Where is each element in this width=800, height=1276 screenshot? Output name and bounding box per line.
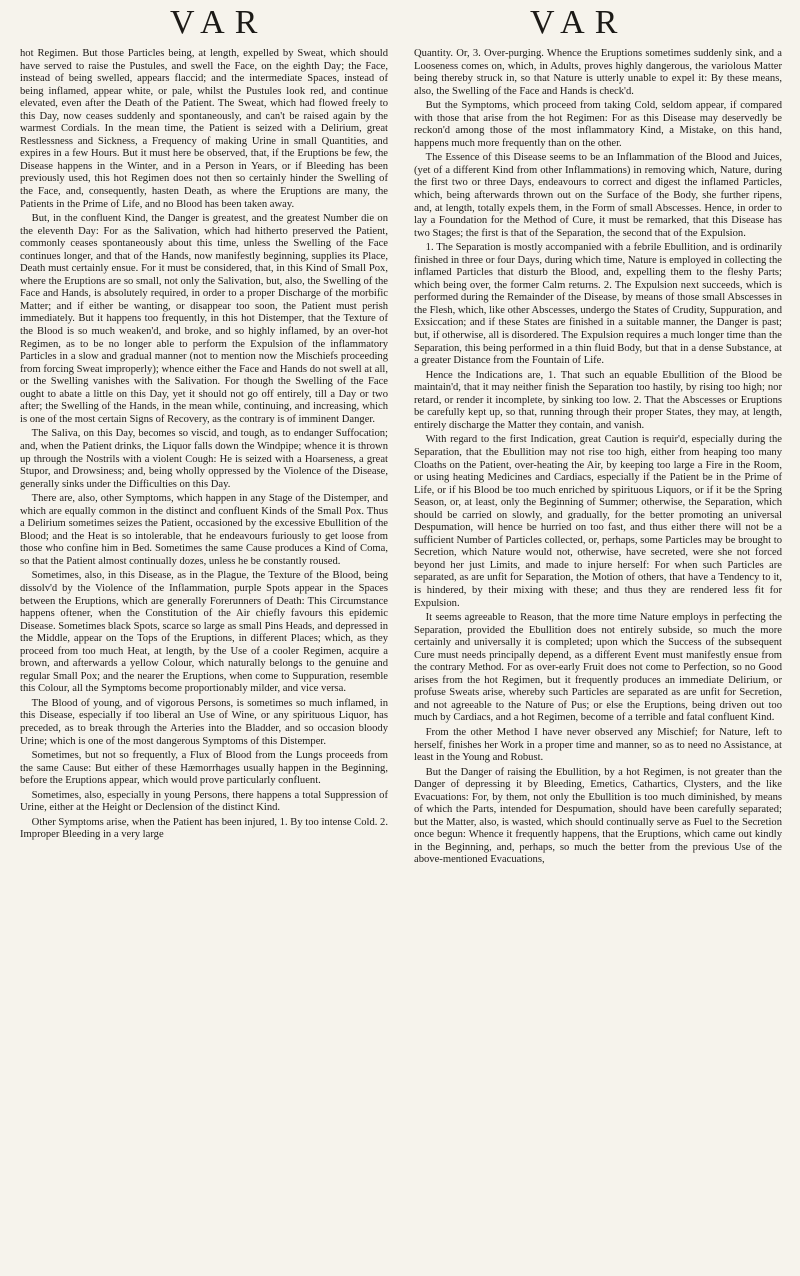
paragraph: hot Regimen. But those Particles being, at length, expelled by Sweat, which should have served to raise the Pustules, and swell the Face, on the eighth Day; the Face, instead of being swelled, appears flaccid; and the intermediate Spaces, instead of being inflamed, appear white, or pale, whilst the Pustules look red, and continue elevated, even after the Death of the Patient. The Sweat, which had flowed freely to this Day, now ceases suddenly and spontaneously, and can't be raised again by the warmest Cordials. In the mean time, the Patient is seized with a Delirium, great Restlessness and Sickness, a Frequency of making Urine in small Quantities, and expires in a few Hours. But it must here be observed, that, if the Eruptions be few, the Disease happens in the Winter, and in a Person in Years, or if Bleeding has been previously used, this hot Regimen does not then so certainly hinder the Swelling of the Face, and, consequently, hasten Death, as where the Eruptions are many, the Patients in the Prime of Life, and no Blood has been taken away. [20,48,388,210]
paragraph: The Saliva, on this Day, becomes so viscid, and tough, as to endanger Suffocation; and, when the Patient drinks, the Liquor falls down the Windpipe; whence it is thrown up through the Nostrils with a violent Cough: He is seized with a Hoarseness, a great Stupor, and Drowsiness; and, being wholly oppressed by the Violence of the Disease, generally sinks under the Difficulties on this Day. [20,428,388,490]
paragraph: There are, also, other Symptoms, which happen in any Stage of the Distemper, and which are equally common in the distinct and confluent Kinds of the Small Pox. Thus a Delirium sometimes seizes the Patient, occasioned by the excessive Ebullition of the Blood; and the Heat is so intolerable, that he endeavours furiously to get loose from those who confine him in Bed. Sometimes the same Cause produces a Kind of Coma, so that the Patient almost continually dozes, unless he be constantly roused. [20,493,388,567]
paragraph: The Blood of young, and of vigorous Persons, is sometimes so much inflamed, in this Disease, especially if too liberal an Use of Wine, or any spirituous Liquor, has preceded, as to break through the Arteries into the Bladder, and so occasion bloody Urine; which is one of the most dangerous Symptoms of this Distemper. [20,697,388,747]
running-header [20,0,782,44]
paragraph: Quantity. Or, 3. Over-purging. Whence the Eruptions sometimes suddenly sink, and a Looseness comes on, which, in Adults, proves highly dangerous, the variolous Matter being thereby struck in, so that Nature is utterly unable to expel it: By these means, also, the Swelling of the Face and Hands is check'd. [414,48,782,97]
paragraph: It seems agreeable to Reason, that the more time Nature employs in perfecting the Separation, provided the Ebullition does not entirely subside, so much the more certainly and universally it is completed; upon which the Success of the subsequent Cure must needs principally depend, as a different Event must manifestly ensue from the contrary Method. For as over-early Fruit does not come to Perfection, so no Good arises from the hot Regimen, but it frequently produces an immediate Delirium, or profuse Sweats arise, whereby such Particles are separated as are unfit for Secretion, and not agreeable to the Nature of Pus; or else the Eruptions, being driven out too much by Cardiacs, and a hot Regimen, become of a terrible and fatal confluent Kind. [414,612,782,724]
paragraph: Sometimes, also, especially in young Persons, there happens a total Suppression of Urine, either at the Height or Declension of the distinct Kind. [20,789,388,814]
left-column [20,48,388,869]
right-column [414,48,782,869]
paragraph: 1. The Separation is mostly accompanied with a febrile Ebullition, and is ordinarily finished in three or four Days, during which time, Nature is employed in collecting the inflamed Particles that disturb the Blood, and, expelling them to the fleshy Parts; which being over, the former Calm returns. 2. The Expulsion next succeeds, which is performed during the Remainder of the Disease, by means of those small Abscesses in the Flesh, which, like other Abscesses, undergo the States of Crudity, Suppuration, and Exsiccation; and if these States are finished in a suitable manner, the Danger is past; but, if otherwise, all is disordered. The Expulsion requires a much longer time than the Separation, this being performed in a thin fluid Body, but that in a dense Substance, at a greater Distance from the Fountain of Life. [414,242,782,367]
paragraph: Hence the Indications are, 1. That such an equable Ebullition of the Blood be maintain'd, that it may neither finish the Separation too hastily, by rising too high; nor retard, or render it incomplete, by sinking too low. 2. That the Abscesses or Eruptions be carefully kept up, so that, running through their proper States, they may, at length, entirely discharge the Matter they contain, and vanish. [414,369,782,431]
two-column-body [20,48,782,869]
paragraph: The Essence of this Disease seems to be an Inflammation of the Blood and Juices, (yet of a different Kind from other Inflammations) in removing which, Nature, during the first two or three Days, endeavours to correct and digest the inflamed Particles, which, being afterwards thrown out on the Surface of the Body, she further ripens, and, at length, totally expels them, in the Form of small Abscesses. Hence, in order to lay a Foundation for the Method of Cure, it must be remarked, that this Disease has two Stages; the first is that of the Separation, the second that of the Expulsion. [414,152,782,239]
paragraph: But the Symptoms, which proceed from taking Cold, seldom appear, if compared with those that arise from the hot Regimen: For as this Disease may deservedly be reckon'd among those of the most inflammatory Kind, a Mistake, on this hand, happens much more frequently than on the other. [414,100,782,149]
paragraph: Other Symptoms arise, when the Patient has been injured, 1. By too intense Cold. 2. Improper Bleeding in a very large [20,816,388,841]
header-left-word: VAR [170,4,268,41]
header-right-word: VAR [530,4,628,41]
paragraph: But, in the confluent Kind, the Danger is greatest, and the greatest Number die on the eleventh Day: For as the Salivation, which had hitherto preserved the Patient, commonly ceases spontaneously about this time, unless the Swelling of the Face continues longer, and that of the Hands, now manifestly beginning, supplies its Place, Death must certainly ensue. For it must be considered, that, in this Kind of Small Pox, where the Eruptions are so small, not only the Salivation, but, also, the Swelling of the Face and Hands, is absolutely required, in order to a proper Discharge of the morbific Matter; and if either be wanting, or disappear too soon, the Patient must perish immediately. But it happens too frequently, in this hot Distemper, that the Texture of the Blood is so much weaken'd, and broke, and so highly inflamed, by an over-hot Regimen, as to be no longer able to perform the Expulsion of the inflammatory Particles in a slow and gradual manner (not to mention now the Mischiefs proceeding from forcing Sweat improperly); whence either the Face and Hands do not swell at all, or the Swelling vanishes with the Salivation. For though the Swelling of the Face ought to abate a little on this Day, yet it should not go off entirely, till a Day or two after; the Swelling of the Hands, in the mean while, continuing, and increasing, which is one of the most certain Signs of Recovery, as the contrary is of imminent Danger. [20,213,388,425]
paragraph: From the other Method I have never observed any Mischief; for Nature, left to herself, finishes her Work in a proper time and manner, so as to need no Assistance, at least in the Young and Robust. [414,726,782,764]
paragraph: With regard to the first Indication, great Caution is requir'd, especially during the Separation, that the Ebullition may not rise too high, either from heaping too many Cloaths on the Patient, over-heating the Air, by keeping too large a Fire in the Room, or using heating Medicines and Cardiacs, especially if the Patient be in the Prime of Life, or if his Blood be too much enriched by spirituous Liquors, or if it be the Spring Season, or, at least, only the Beginning of Summer; otherwise, the Separation, which should be carried on slowly, and gradually, for the better promoting an universal Despumation, will hence be hurried on too fast, and thus either there will not be a sufficient Number of Particles collected, or, perhaps, some Particles may be brought to Secretion, which Nature would not, otherwise, have secreted, were she not forced beyond her just Limits, and made to injure herself: For when such Particles are separated, as are unfit for Separation, the Motion of others, that have a Tendency to it, is hindered, by their mixing with these; and thus they are rendered less fit for Expulsion. [414,434,782,609]
paragraph: Sometimes, also, in this Disease, as in the Plague, the Texture of the Blood, being dissolv'd by the Violence of the Inflammation, purple Spots appear in the Spaces between the Eruptions, which are generally Forerunners of Death: This Circumstance happens oftener, when the Constitution of the Air chiefly favours this epidemic Disease. Sometimes black Spots, scarce so large as small Pins Heads, and depressed in the Middle, appear on the Tops of the Eruptions, in different Places; which, as they proceed from too much Heat, at length, by the Use of a cooler Regimen, acquire a brown, and afterwards a yellow Colour, which naturally belongs to the genuine and regular Small Pox; and the nearer the Eruptions, when come to Suppuration, resemble this Colour, all the Symptoms become proportionably milder, and vice versa. [20,570,388,695]
paragraph: Sometimes, but not so frequently, a Flux of Blood from the Lungs proceeds from the same Cause: But either of these Hæmorrhages usually happen in the Beginning, before the Eruptions appear, which would prove particularly confluent. [20,750,388,787]
paragraph: But the Danger of raising the Ebullition, by a hot Regimen, is not greater than the Danger of depressing it by Bleeding, Emetics, Cathartics, Clysters, and the like Evacuations: For, by them, not only the Ebullition is too much diminished, by means of which the Parts, intended for Despumation, should have been carefully separated; but the Matter, also, is wasted, which should continually serve as Fuel to the Secretion once begun: Whence it frequently happens, that the Eruptions, which came out kindly in the Beginning, and, perhaps, so much the better from the previous Use of the above-mentioned Evacuations, [414,766,782,866]
